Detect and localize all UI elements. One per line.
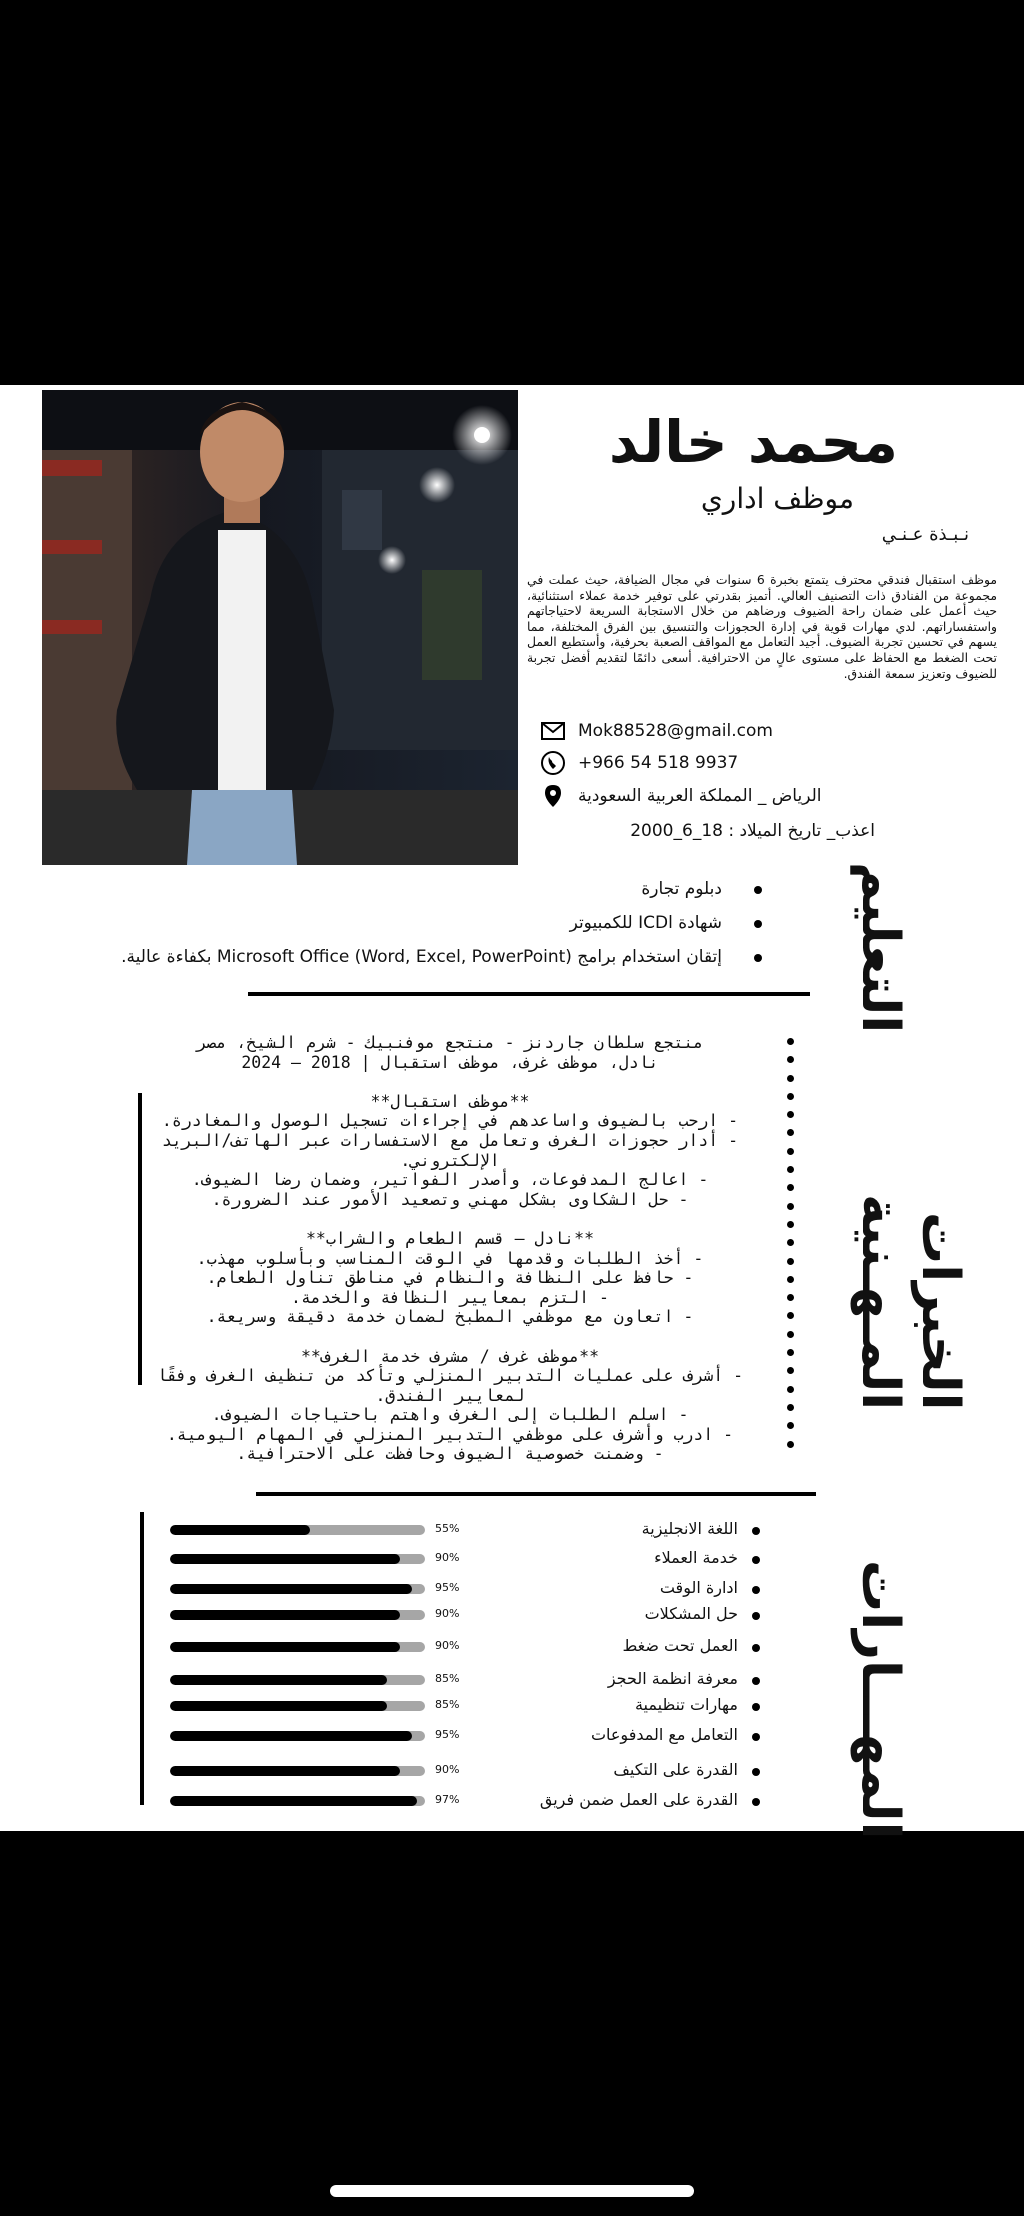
experience-line: - وضمنت خصوصية الضيوف وحافظت على الاحترافية. <box>236 1444 664 1464</box>
experience-side-rule <box>138 1093 142 1385</box>
skill-row <box>170 1790 770 1814</box>
skill-row <box>170 1760 770 1784</box>
education-heading: التعليم <box>850 862 910 1034</box>
experience-line: نادل، موظف غرف، موظف استقبال | 2018 – 2024 <box>241 1052 659 1072</box>
skill-label: اللغة الانجليزية <box>642 1519 760 1538</box>
skill-bar-fill <box>170 1610 400 1620</box>
phone-text[interactable]: +966 54 518 9937 <box>578 753 739 773</box>
experience-line: - التزم بمعايير النظافة والخدمة. <box>291 1287 609 1307</box>
skill-row <box>170 1636 770 1660</box>
experience-line: **موظف استقبال** <box>370 1091 530 1111</box>
experience-line: - اتعاون مع موظفي المطبخ لضمان خدمة دقيقة وسريعة. <box>206 1307 694 1327</box>
experience-divider <box>256 1492 816 1496</box>
about-paragraph: موظف استقبال فندقي محترف يتمتع بخبرة 6 سنوات في مجال الضيافة، حيث عملت في مجموعة من الفنادق ذات التصنيف العالي. أتميز بقدرتي على توفير خدمة عملاء استثنائية، حيث أعمل على ضمان راحة الضيوف ورضاهم من خلال الاستجابة السريعة لاحتياجاتهم واستفساراتهم. لدي مهارات قوية في إدارة الحجوزات والتنسيق بين الفرق المختلفة، مما يسهم في تحسين تجربة الضيوف. أجيد التعامل مع المواقف الصعبة بحرفية، وأستطيع العمل تحت الضغط مع الحفاظ على مستوى عالٍ من الاحترافية. أسعى دائمًا لتقديم أفضل تجربة للضيوف وتعزيز سمعة الفندق. <box>527 572 997 681</box>
skill-row <box>170 1519 770 1543</box>
experience-line: - حافظ على النظافة والنظام في مناطق تناول الطعام. <box>206 1268 694 1288</box>
education-item: دبلوم تجارة <box>62 872 762 906</box>
skill-percent: 97% <box>435 1793 460 1806</box>
skills-side-rule <box>140 1512 144 1805</box>
skill-label: معرفة انظمة الحجز <box>608 1669 760 1688</box>
skill-row <box>170 1548 770 1572</box>
experience-line: **نادل – قسم الطعام والشراب** <box>305 1228 595 1248</box>
candidate-name: محمد خالد <box>608 408 898 476</box>
skill-row <box>170 1604 770 1628</box>
skill-row <box>170 1695 770 1719</box>
skills-heading: المهـــارات <box>850 1560 910 1840</box>
skill-bar-track <box>170 1642 425 1652</box>
profile-photo-illustration <box>42 390 518 865</box>
job-title: موظف اداري <box>700 482 854 515</box>
about-heading: نـبـذة عـنـي <box>881 524 969 545</box>
location-pin-icon <box>540 783 566 809</box>
skill-percent: 85% <box>435 1672 460 1685</box>
experience-line <box>150 1072 750 1092</box>
experience-line: - اسلم الطلبات إلى الغرف واهتم باحتياجات الضيوف. <box>211 1405 689 1425</box>
phone-icon <box>540 750 566 776</box>
skill-bar-fill <box>170 1675 387 1685</box>
skill-label: خدمة العملاء <box>654 1548 760 1567</box>
experience-line: الإلكتروني. <box>400 1150 500 1170</box>
experience-line: منتجع سلطان جاردنز - منتجع موفنبيك - شرم الشيخ، مصر <box>196 1033 704 1052</box>
experience-line: - أشرف على عمليات التدبير المنزلي وتأكد من تنظيف الغرف وفقًا <box>156 1366 744 1386</box>
skill-row <box>170 1725 770 1749</box>
contact-email-row <box>540 718 980 744</box>
skill-label: القدرة على التكيف <box>613 1760 760 1779</box>
experience-line: **موظف غرف / مشرف خدمة الغرف** <box>300 1346 599 1366</box>
location-text: الرياض _ المملكة العربية السعودية <box>578 786 822 806</box>
experience-line: - أدار حجوزات الغرف وتعامل مع الاستفسارات عبر الهاتف/البريد <box>161 1130 739 1150</box>
education-item: إتقان استخدام برامج Microsoft Office (Word, Excel, PowerPoint) بكفاءة عالية. <box>62 940 762 974</box>
skill-bar-track <box>170 1525 425 1535</box>
skill-label: ادارة الوقت <box>660 1578 760 1597</box>
skill-bar-track <box>170 1584 425 1594</box>
skill-row <box>170 1669 770 1693</box>
skill-percent: 90% <box>435 1551 460 1564</box>
skill-bar-fill <box>170 1701 387 1711</box>
skill-percent: 90% <box>435 1639 460 1652</box>
skill-bar-fill <box>170 1731 412 1741</box>
skill-bar-track <box>170 1796 425 1806</box>
experience-line: - ارحب بالضيوف واساعدهم في إجراءات تسجيل الوصول والمغادرة. <box>161 1111 739 1131</box>
contact-phone-row <box>540 750 980 776</box>
education-item: شهادة ICDl للكمبيوتر <box>62 906 762 940</box>
mail-icon <box>540 718 566 744</box>
skill-label: مهارات تنظيمية <box>635 1695 760 1714</box>
contact-location-row <box>540 783 980 809</box>
skill-row <box>170 1578 770 1602</box>
experience-heading: الخبرات المـهـنية <box>850 1193 970 1410</box>
skill-bar-fill <box>170 1796 417 1806</box>
experience-line: - ادرب وأشرف على موظفي التدبير المنزلي في المهام اليومية. <box>166 1424 734 1444</box>
experience-line <box>150 1327 750 1347</box>
skill-bar-track <box>170 1610 425 1620</box>
skill-percent: 85% <box>435 1698 460 1711</box>
birth-status-text: اعذب_ تاريخ الميلاد : 18_6_2000 <box>630 821 875 841</box>
home-indicator[interactable] <box>330 2185 694 2197</box>
skill-percent: 95% <box>435 1728 460 1741</box>
education-list <box>62 872 762 974</box>
skill-percent: 90% <box>435 1763 460 1776</box>
birth-status-row <box>575 818 875 844</box>
education-divider <box>248 992 810 996</box>
skill-bar-fill <box>170 1525 310 1535</box>
email-text[interactable]: Mok88528@gmail.com <box>578 721 773 741</box>
skill-percent: 90% <box>435 1607 460 1620</box>
profile-photo <box>42 390 518 865</box>
experience-line: لمعايير الفندق. <box>375 1385 525 1405</box>
skill-label: التعامل مع المدفوعات <box>591 1725 760 1744</box>
skill-bar-fill <box>170 1766 400 1776</box>
skill-label: حل المشكلات <box>645 1604 760 1623</box>
skill-bar-track <box>170 1766 425 1776</box>
experience-line: - حل الشكاوى بشكل مهني وتصعيد الأمور عند الضرورة. <box>211 1189 689 1209</box>
skill-bar-track <box>170 1554 425 1564</box>
skill-bar-fill <box>170 1554 400 1564</box>
experience-line: - أخذ الطلبات وقدمها في الوقت المناسب وبأسلوب مهذب. <box>196 1248 704 1268</box>
skill-percent: 95% <box>435 1581 460 1594</box>
skill-label: القدرة على العمل ضمن فريق <box>540 1790 760 1809</box>
skill-bar-track <box>170 1701 425 1711</box>
experience-line: - اعالج المدفوعات، وأصدر الفواتير، وضمان رضا الضيوف. <box>191 1170 709 1190</box>
experience-text <box>150 1033 750 1464</box>
experience-line <box>150 1209 750 1229</box>
skill-percent: 55% <box>435 1522 460 1535</box>
experience-bullets <box>787 1038 797 1459</box>
skill-bar-fill <box>170 1584 412 1594</box>
skill-bar-fill <box>170 1642 400 1652</box>
skill-label: العمل تحت ضغط <box>622 1636 760 1655</box>
skill-bar-track <box>170 1731 425 1741</box>
skill-bar-track <box>170 1675 425 1685</box>
